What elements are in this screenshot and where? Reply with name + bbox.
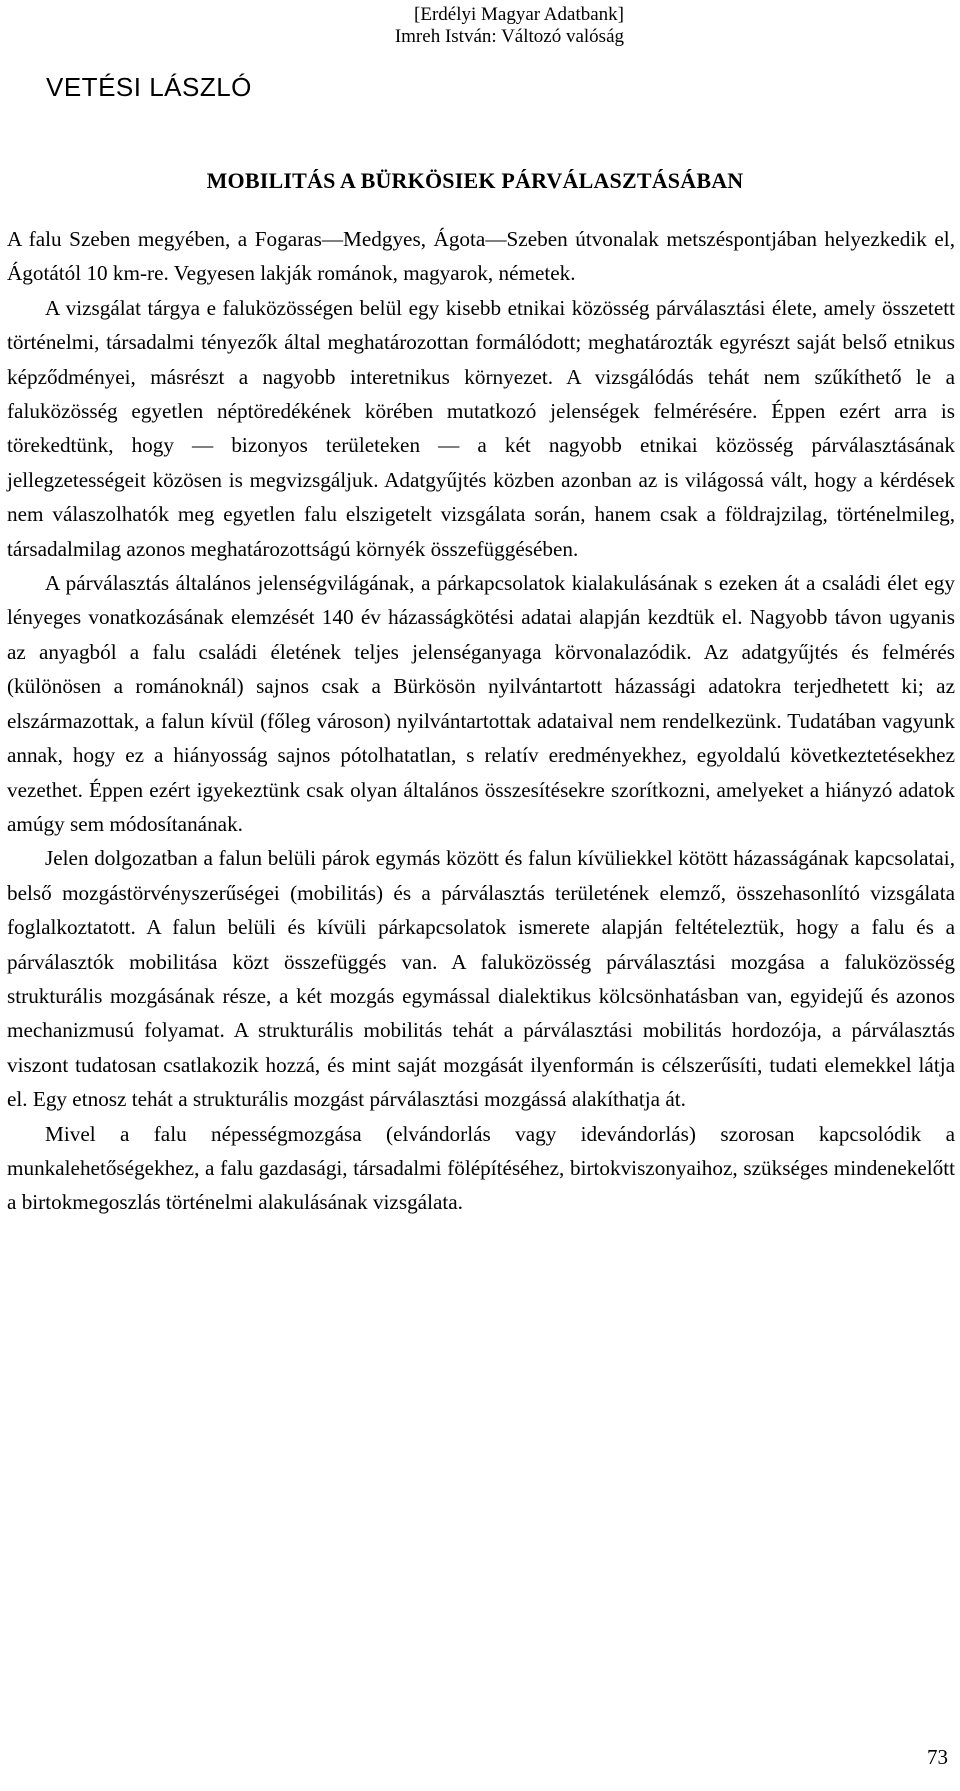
paragraph-1: A falu Szeben megyében, a Fogaras—Medgyes, Ágota—Szeben útvonalak metszéspontjában helyezkedik el, Ágotától 10 km-re. Vegyesen lakják románok, magyarok, németek. bbox=[7, 227, 955, 286]
paragraph-5: Mivel a falu népességmozgása (elvándorlás vagy idevándorlás) szorosan kapcsolódik a munkalehetőségekhez, a falu gazdasági, társadalmi fölépítéséhez, birtokviszonyaihoz, szükséges mindenekelőtt a birtokmegoszlás történelmi alakulásának vizsgálata. bbox=[7, 1121, 955, 1215]
page-header bbox=[304, 4, 624, 48]
author-name: VETÉSI LÁSZLÓ bbox=[46, 72, 252, 102]
paragraph-3: A párválasztás általános jelenségvilágának, a párkapcsolatok kialakulásának s ezeken át a családi élet egy lényeges vonatkozásának elemzését 140 év házasságkötési adatai alapján kezdtük el. Nagyobb távon ugyanis az anyagból a falu családi életének teljes jelenséganyaga körvonalazódik. Az adatgyűjtés és felmérés (különösen a románoknál) sajnos csak a Bürkösön nyilvántartott házassági adatokra terjedhetett ki; az elszármazottak, a falun kívül (főleg városon) nyilvántartottak adataival nem rendelkezünk. Tudatában vagyunk annak, hogy ez a hiányosság sajnos pótolhatatlan, s relatív eredményekhez, egyoldalú következtetésekhez vezethet. Éppen ezért igyekeztünk csak olyan általános összesítésekre szorítkozni, amelyeket a hiányzó adatok amúgy sem módosítanának. bbox=[7, 571, 955, 836]
book-reference: Imreh István: Változó valóság bbox=[394, 26, 624, 47]
page-number: 73 bbox=[927, 1745, 948, 1769]
paragraph-4: Jelen dolgozatban a falun belüli párok egymás között és falun kívüliekkel kötött házasságának kapcsolatai, belső mozgástörvényszerűségei (mobilitás) és a párválasztás területének elemző, összehasonlító vizsgálata foglalkoztatott. A falun belüli és kívüli párkapcsolatok ismerete alapján feltételeztük, hogy a falu és a párválasztók mobilitása közt összefüggés van. A faluközösség párválasztási mozgása a faluközösség strukturális mozgásának része, a két mozgás egymással dialektikus kölcsönhatásban van, egyidejű és azonos mechanizmusú folyamat. A strukturális mobilitás tehát a párválasztási mobilitás hordozója, a párválasztás viszont tudatosan csatlakozik hozzá, és mint saját mozgását ilyenformán is célszerűsíti, tudati elemekkel látja el. Egy etnosz tehát a strukturális mozgást párválasztási mozgássá alakíthatja át. bbox=[7, 846, 955, 1112]
article-body bbox=[7, 222, 955, 1220]
article-title: MOBILITÁS A BÜRKÖSIEK PÁRVÁLASZTÁSÁBAN bbox=[206, 168, 744, 193]
paragraph-2: A vizsgálat tárgya e faluközösségen belül egy kisebb etnikai közösség párválasztási élete, amely összetett történelmi, társadalmi tényezők által meghatározottan formálódott; meghatározták egyrészt saját belső etnikus képződményei, másrészt a nagyobb interetnikus környezet. A vizsgálódás tehát nem szűkíthető le a faluközösség egyetlen néptöredékének körében mutatkozó jelenségek felmérésére. Éppen ezért arra is törekedtünk, hogy — bizonyos területeken — a két nagyobb etnikai közösség párválasztásának jellegzetességeit közösen is megvizsgáljuk. Adatgyűjtés közben azonban az is világossá vált, hogy a kérdések nem válaszolhatók meg egyetlen falu elszigetelt vizsgálata során, hanem csak a földrajzilag, történelmileg, társadalmilag azonos meghatározottságú környék összefüggésében. bbox=[7, 295, 955, 561]
source-label: [Erdélyi Magyar Adatbank] bbox=[414, 4, 624, 25]
